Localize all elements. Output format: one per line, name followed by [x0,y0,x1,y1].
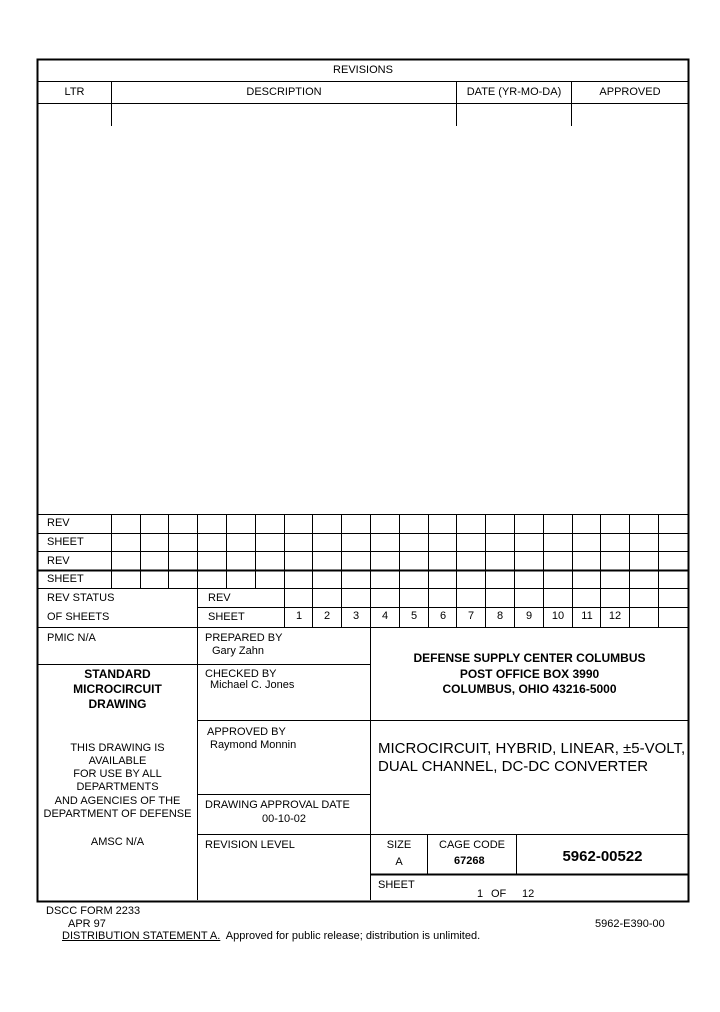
cage-code-label: CAGE CODE [439,839,506,851]
amsc-label: AMSC N/A [90,836,145,848]
availability-line: DEPARTMENTS [76,781,159,793]
sheet-number: 2 [323,610,331,622]
distribution-statement [62,931,480,942]
checked-by-name: Michael C. Jones [210,679,295,691]
column-header-date: DATE (YR-MO-DA) [466,86,562,98]
agency-city: COLUMBUS, OHIO 43216-5000 [442,682,617,696]
prepared-by-label: PREPARED BY [205,632,283,644]
cage-code-value: 67268 [454,855,485,867]
availability-line: THIS DRAWING IS [70,742,165,754]
document-code: 5962-E390-00 [595,918,665,930]
sheet-number: 6 [439,610,447,622]
sheet-number: 5 [410,610,418,622]
standard-title-line: MICROCIRCUIT [73,682,162,696]
form-number: DSCC FORM 2233 [46,905,141,917]
availability-line: FOR USE BY ALL [73,768,162,780]
revision-level-label: REVISION LEVEL [205,839,295,851]
sheet-row-label: SHEET [208,611,245,623]
sheet-number: 4 [381,610,389,622]
sheet-total: 12 [522,888,535,900]
rev-row-label: REV [47,555,70,567]
of-sheets-label: OF SHEETS [47,611,110,623]
form-date: APR 97 [68,918,106,930]
agency-address: POST OFFICE BOX 3990 [459,667,600,681]
checked-by-label: CHECKED BY [205,668,277,680]
sheet-number: 10 [551,610,565,622]
approval-date-label: DRAWING APPROVAL DATE [205,799,350,811]
sheet-row-label: SHEET [47,573,84,585]
column-header-description: DESCRIPTION [246,86,322,98]
column-header-approved: APPROVED [599,86,661,98]
drawing-number: 5962-00522 [562,848,643,865]
sheet-number: 7 [467,610,475,622]
prepared-by-name: Gary Zahn [212,645,264,657]
rev-row-label: REV [47,517,70,529]
availability-line: AVAILABLE [88,755,147,767]
approval-date-value: 00-10-02 [262,813,307,825]
sheet-number: 11 [581,610,593,622]
drawing-title-line: MICROCIRCUIT, HYBRID, LINEAR, ±5-VOLT, [378,740,686,757]
availability-line: DEPARTMENT OF DEFENSE [43,808,192,820]
pmic-label: PMIC N/A [47,632,96,644]
rev-status-label: REV STATUS [47,592,115,604]
sheet-number: 9 [525,610,533,622]
rev-row-label: REV [208,592,231,604]
size-label: SIZE [386,839,412,851]
sheet-label: SHEET [378,879,415,891]
sheet-number: 8 [496,610,504,622]
sheet-number: 1 [295,610,303,622]
column-header-ltr: LTR [64,86,85,98]
standard-title-line: STANDARD [84,667,151,681]
availability-line: AND AGENCIES OF THE [54,795,181,807]
sheet-number: 12 [608,610,622,622]
size-value: A [395,856,403,868]
revisions-title: REVISIONS [333,64,393,76]
distribution-label: DISTRIBUTION STATEMENT A. [62,930,221,942]
sheet-row-label: SHEET [47,536,84,548]
drawing-title-line: DUAL CHANNEL, DC-DC CONVERTER [378,758,649,775]
distribution-text: Approved for public release; distribution is unlimited. [220,930,481,942]
approved-by-name: Raymond Monnin [210,739,297,751]
sheet-number: 3 [352,610,360,622]
sheet-of: OF [491,888,507,900]
agency-name: DEFENSE SUPPLY CENTER COLUMBUS [413,651,646,665]
standard-title-line: DRAWING [88,697,147,711]
sheet-current: 1 [477,888,484,900]
approved-by-label: APPROVED BY [207,726,286,738]
